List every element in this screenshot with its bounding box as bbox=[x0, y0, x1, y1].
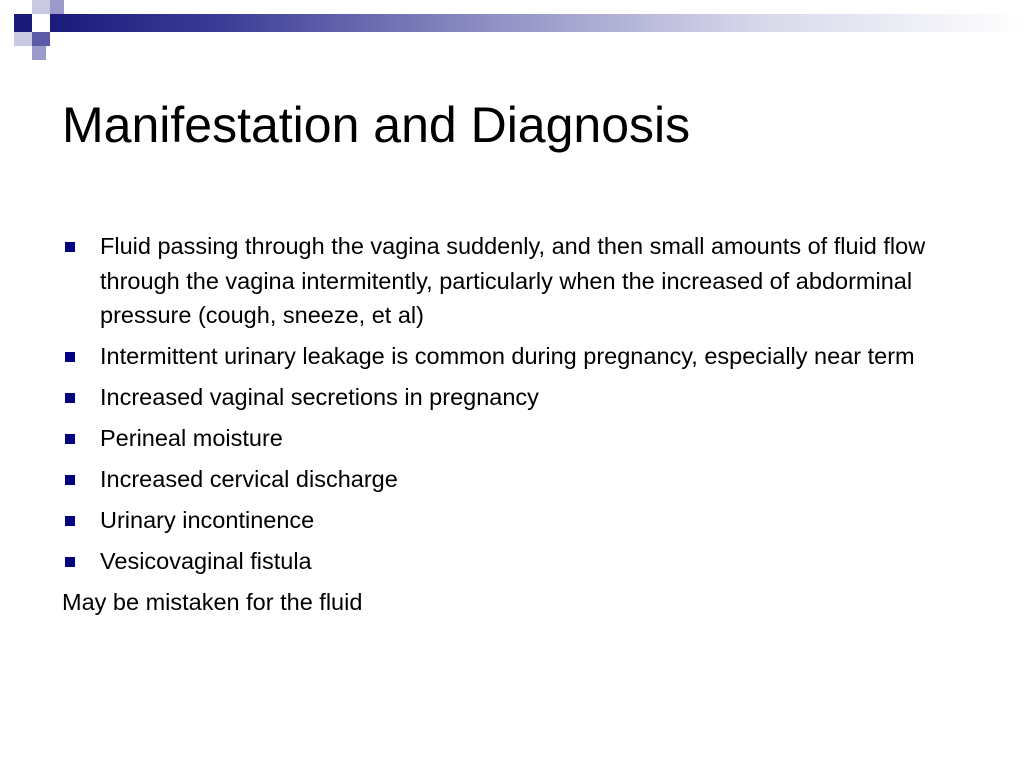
bullet-text: Increased vaginal secretions in pregnancy bbox=[100, 384, 539, 410]
square-bullet-icon bbox=[65, 475, 75, 485]
bullet-item bbox=[62, 544, 972, 579]
header-decoration bbox=[0, 0, 1024, 62]
bullet-item bbox=[62, 229, 972, 333]
bullet-text: Vesicovaginal fistula bbox=[100, 548, 312, 574]
square-bullet-icon bbox=[65, 516, 75, 526]
square-bullet-icon bbox=[65, 557, 75, 567]
bullet-item bbox=[62, 462, 972, 497]
slide-body bbox=[62, 229, 972, 620]
bullet-text: Increased cervical discharge bbox=[100, 466, 398, 492]
decor-square bbox=[32, 0, 50, 14]
square-bullet-icon bbox=[65, 434, 75, 444]
closing-note: May be mistaken for the fluid bbox=[62, 589, 363, 615]
bullet-item bbox=[62, 503, 972, 538]
decor-square bbox=[14, 32, 32, 46]
decor-square bbox=[50, 0, 64, 14]
bullet-text: Intermittent urinary leakage is common during pregnancy, especially near term bbox=[100, 343, 915, 369]
square-bullet-icon bbox=[65, 352, 75, 362]
bullet-text: Perineal moisture bbox=[100, 425, 283, 451]
decor-square bbox=[32, 32, 50, 46]
decor-square bbox=[32, 46, 46, 60]
bullet-text: Fluid passing through the vagina suddenly, and then small amounts of fluid flow through the vagina intermitently, particularly when the increased of abdorminal pressure (cough, sneeze, et al) bbox=[100, 233, 926, 328]
bullet-item bbox=[62, 339, 972, 374]
decor-square bbox=[14, 14, 32, 32]
bullet-item bbox=[62, 421, 972, 456]
bullet-item bbox=[62, 380, 972, 415]
bullet-text: Urinary incontinence bbox=[100, 507, 315, 533]
header-gradient-bar bbox=[50, 14, 1024, 32]
square-bullet-icon bbox=[65, 242, 75, 252]
slide-title: Manifestation and Diagnosis bbox=[62, 97, 691, 153]
square-bullet-icon bbox=[65, 393, 75, 403]
bullet-list bbox=[62, 229, 972, 579]
